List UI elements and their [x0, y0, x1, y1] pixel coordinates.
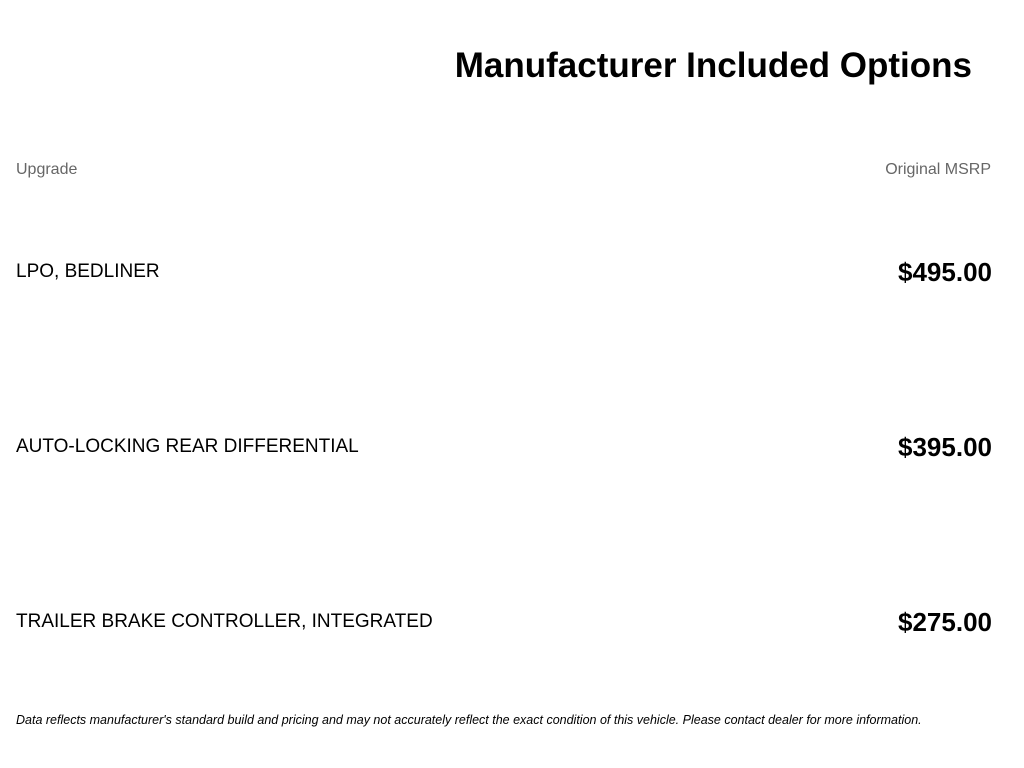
option-row	[16, 254, 992, 290]
disclaimer-text: Data reflects manufacturer's standard build and pricing and may not accurately reflect the exact condition of this vehicle. Please contact dealer for more information.	[16, 713, 922, 727]
option-name: AUTO-LOCKING REAR DIFFERENTIAL	[16, 436, 359, 457]
page-title: Manufacturer Included Options	[454, 46, 972, 85]
option-name: TRAILER BRAKE CONTROLLER, INTEGRATED	[16, 611, 433, 632]
option-price: $395.00	[898, 432, 992, 462]
option-price: $495.00	[898, 257, 992, 287]
option-price: $275.00	[898, 607, 992, 637]
option-name: LPO, BEDLINER	[16, 261, 160, 282]
option-row	[16, 429, 992, 465]
upgrade-column-header: Upgrade	[16, 161, 78, 178]
option-row	[16, 604, 992, 640]
msrp-column-header: Original MSRP	[885, 161, 991, 178]
